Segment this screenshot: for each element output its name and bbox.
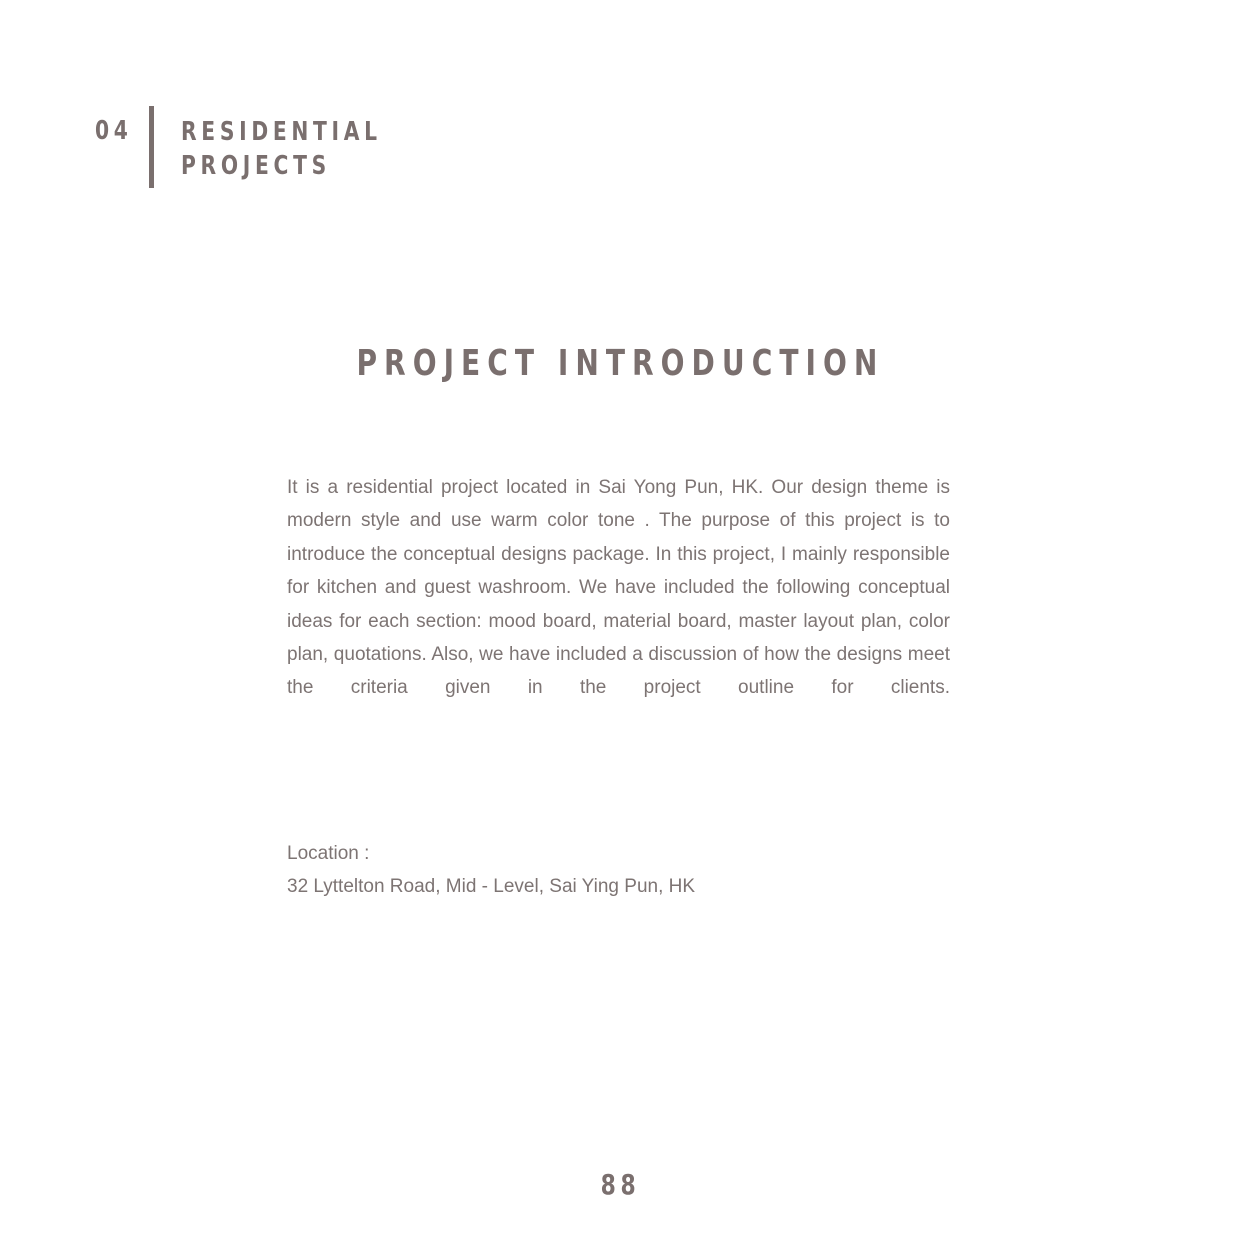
location-label: Location :	[287, 843, 370, 864]
intro-paragraph: It is a residential project located in Sai Yong Pun, HK. Our design theme is modern style and use warm color tone . The purpose of this project is to introduce the conceptual designs package. In this project, I mainly responsible for kitchen and guest washroom. We have included the following conceptual ideas for each section: mood board, material board, master layout plan, color plan, quotations. Also, we have included a discussion of how the designs meet the criteria given in the project outline for clients.	[287, 477, 950, 699]
header-divider	[149, 106, 154, 188]
section-title-line-2: PROJECTS	[181, 151, 331, 181]
section-number: 04	[95, 116, 133, 146]
page-number-text: 88	[600, 1168, 640, 1201]
section-title-line-1: RESIDENTIAL	[181, 117, 382, 147]
location-address: 32 Lyttelton Road, Mid - Level, Sai Ying Pun, HK	[287, 876, 696, 898]
section-title	[181, 115, 382, 183]
location-block	[287, 837, 950, 904]
page-number	[0, 1168, 1240, 1201]
page-title-text: PROJECT INTRODUCTION	[356, 343, 884, 384]
page-title	[0, 343, 1240, 384]
